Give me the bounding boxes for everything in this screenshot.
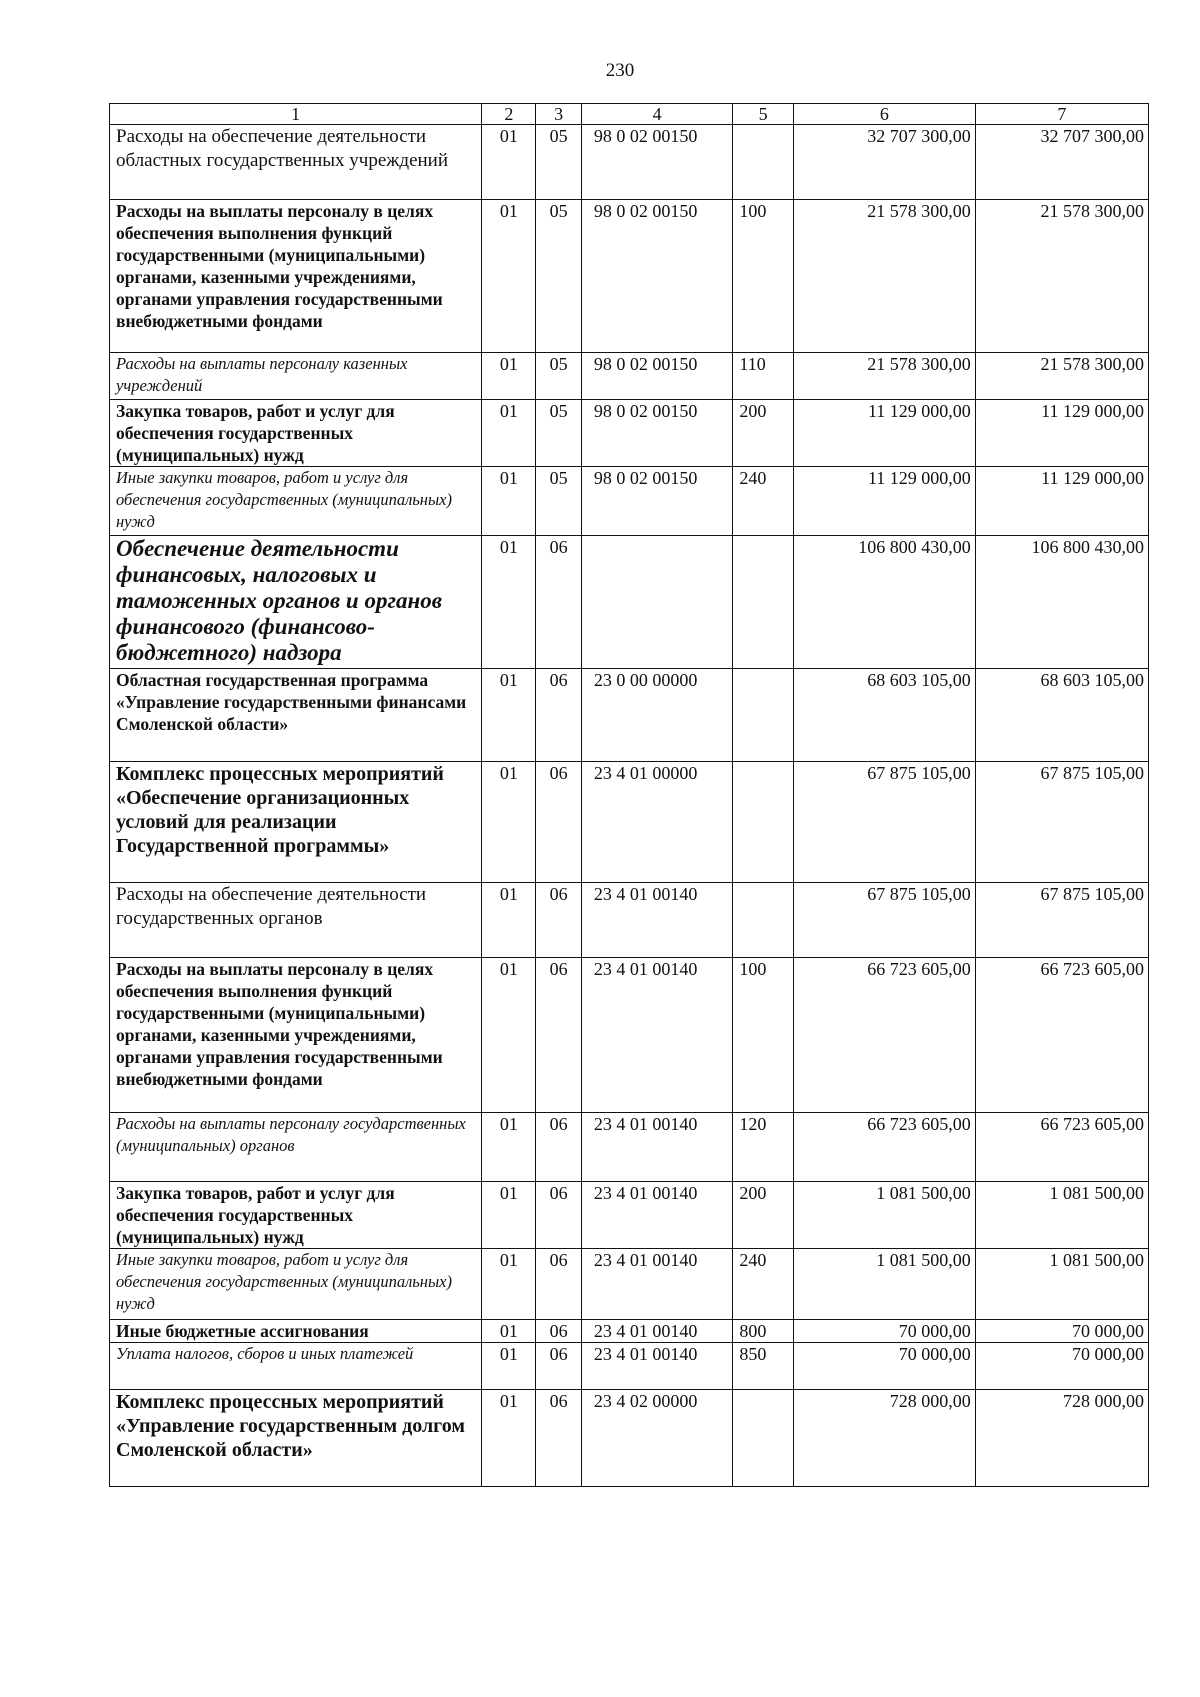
subsection-code-cell: 05	[536, 200, 581, 353]
section-code-cell: 01	[482, 883, 536, 958]
table-row	[110, 536, 1149, 669]
row-name-cell: Обеспечение деятельности финансовых, налоговых и таможенных органов и органов финансового (финансово-бюджетного) надзора	[110, 536, 482, 669]
section-code-cell: 01	[482, 1182, 536, 1249]
amount-col7-cell: 67 875 105,00	[975, 762, 1148, 883]
subsection-code-cell: 06	[536, 762, 581, 883]
row-name-cell: Расходы на обеспечение деятельности государственных органов	[110, 883, 482, 958]
section-code-cell: 01	[482, 125, 536, 200]
table-row	[110, 467, 1149, 536]
subsection-code-cell: 05	[536, 125, 581, 200]
amount-col7-cell: 21 578 300,00	[975, 353, 1148, 400]
row-name-cell: Закупка товаров, работ и услуг для обеспечения государственных (муниципальных) нужд	[110, 1182, 482, 1249]
header-cell-1: 1	[110, 104, 482, 125]
subsection-code-cell: 06	[536, 536, 581, 669]
section-code-cell: 01	[482, 958, 536, 1113]
amount-col6-cell: 11 129 000,00	[793, 467, 975, 536]
subsection-code-cell: 06	[536, 883, 581, 958]
amount-col7-cell: 1 081 500,00	[975, 1249, 1148, 1320]
expense-type-cell: 240	[733, 467, 794, 536]
amount-col7-cell: 68 603 105,00	[975, 669, 1148, 762]
expense-type-cell	[733, 883, 794, 958]
row-name-cell: Расходы на выплаты персоналу в целях обеспечения выполнения функций государственными (муниципальными) органами, казенными учреждениями, органами управления государственными внебюджетными фондами	[110, 200, 482, 353]
subsection-code-cell: 05	[536, 353, 581, 400]
section-code-cell: 01	[482, 669, 536, 762]
table-row	[110, 400, 1149, 467]
subsection-code-cell: 06	[536, 1113, 581, 1182]
section-code-cell: 01	[482, 1343, 536, 1390]
subsection-code-cell: 06	[536, 1320, 581, 1343]
expense-type-cell	[733, 762, 794, 883]
target-article-cell: 23 4 01 00140	[581, 1182, 733, 1249]
expense-type-cell: 120	[733, 1113, 794, 1182]
amount-col6-cell: 70 000,00	[793, 1343, 975, 1390]
table-row	[110, 883, 1149, 958]
amount-col7-cell: 106 800 430,00	[975, 536, 1148, 669]
table-row	[110, 125, 1149, 200]
target-article-cell: 23 4 02 00000	[581, 1390, 733, 1487]
row-name-cell: Комплекс процессных мероприятий «Обеспечение организационных условий для реализации Государственной программы»	[110, 762, 482, 883]
table-row	[110, 958, 1149, 1113]
row-name-cell: Расходы на выплаты персоналу государственных (муниципальных) органов	[110, 1113, 482, 1182]
section-code-cell: 01	[482, 1390, 536, 1487]
amount-col7-cell: 11 129 000,00	[975, 467, 1148, 536]
section-code-cell: 01	[482, 400, 536, 467]
amount-col7-cell: 66 723 605,00	[975, 1113, 1148, 1182]
table-header-row	[110, 104, 1149, 125]
target-article-cell: 23 0 00 00000	[581, 669, 733, 762]
table-row	[110, 1343, 1149, 1390]
header-cell-2: 2	[482, 104, 536, 125]
row-name-cell: Расходы на обеспечение деятельности областных государственных учреждений	[110, 125, 482, 200]
target-article-cell: 23 4 01 00000	[581, 762, 733, 883]
amount-col6-cell: 32 707 300,00	[793, 125, 975, 200]
amount-col6-cell: 67 875 105,00	[793, 883, 975, 958]
row-name-cell: Расходы на выплаты персоналу в целях обеспечения выполнения функций государственными (муниципальными) органами, казенными учреждениями, органами управления государственными внебюджетными фондами	[110, 958, 482, 1113]
header-cell-4: 4	[581, 104, 733, 125]
amount-col6-cell: 66 723 605,00	[793, 958, 975, 1113]
amount-col6-cell: 68 603 105,00	[793, 669, 975, 762]
expense-type-cell: 850	[733, 1343, 794, 1390]
header-cell-6: 6	[793, 104, 975, 125]
row-name-cell: Комплекс процессных мероприятий «Управление государственным долгом Смоленской области»	[110, 1390, 482, 1487]
section-code-cell: 01	[482, 1113, 536, 1182]
target-article-cell: 98 0 02 00150	[581, 200, 733, 353]
subsection-code-cell: 05	[536, 400, 581, 467]
table-row	[110, 1320, 1149, 1343]
table-row	[110, 1249, 1149, 1320]
subsection-code-cell: 05	[536, 467, 581, 536]
subsection-code-cell: 06	[536, 958, 581, 1113]
amount-col7-cell: 11 129 000,00	[975, 400, 1148, 467]
expense-type-cell: 200	[733, 1182, 794, 1249]
amount-col6-cell: 106 800 430,00	[793, 536, 975, 669]
subsection-code-cell: 06	[536, 1249, 581, 1320]
amount-col7-cell: 728 000,00	[975, 1390, 1148, 1487]
table-row	[110, 200, 1149, 353]
amount-col7-cell: 32 707 300,00	[975, 125, 1148, 200]
row-name-cell: Закупка товаров, работ и услуг для обеспечения государственных (муниципальных) нужд	[110, 400, 482, 467]
section-code-cell: 01	[482, 353, 536, 400]
row-name-cell: Иные закупки товаров, работ и услуг для обеспечения государственных (муниципальных) нужд	[110, 1249, 482, 1320]
table-row	[110, 353, 1149, 400]
amount-col7-cell: 67 875 105,00	[975, 883, 1148, 958]
target-article-cell: 98 0 02 00150	[581, 353, 733, 400]
target-article-cell: 98 0 02 00150	[581, 400, 733, 467]
amount-col7-cell: 1 081 500,00	[975, 1182, 1148, 1249]
amount-col6-cell: 11 129 000,00	[793, 400, 975, 467]
target-article-cell: 23 4 01 00140	[581, 1249, 733, 1320]
section-code-cell: 01	[482, 200, 536, 353]
amount-col7-cell: 70 000,00	[975, 1343, 1148, 1390]
row-name-cell: Уплата налогов, сборов и иных платежей	[110, 1343, 482, 1390]
target-article-cell: 23 4 01 00140	[581, 883, 733, 958]
target-article-cell: 23 4 01 00140	[581, 1343, 733, 1390]
expense-type-cell: 800	[733, 1320, 794, 1343]
target-article-cell: 23 4 01 00140	[581, 958, 733, 1113]
row-name-cell: Расходы на выплаты персоналу казенных учреждений	[110, 353, 482, 400]
amount-col6-cell: 21 578 300,00	[793, 353, 975, 400]
amount-col6-cell: 70 000,00	[793, 1320, 975, 1343]
expense-type-cell: 100	[733, 200, 794, 353]
target-article-cell: 98 0 02 00150	[581, 467, 733, 536]
amount-col6-cell: 1 081 500,00	[793, 1182, 975, 1249]
amount-col7-cell: 21 578 300,00	[975, 200, 1148, 353]
subsection-code-cell: 06	[536, 1343, 581, 1390]
expense-type-cell	[733, 1390, 794, 1487]
amount-col6-cell: 67 875 105,00	[793, 762, 975, 883]
amount-col6-cell: 1 081 500,00	[793, 1249, 975, 1320]
expense-type-cell: 100	[733, 958, 794, 1113]
amount-col6-cell: 21 578 300,00	[793, 200, 975, 353]
expense-type-cell	[733, 669, 794, 762]
budget-table	[109, 103, 1149, 1487]
target-article-cell: 23 4 01 00140	[581, 1113, 733, 1182]
row-name-cell: Областная государственная программа «Управление государственными финансами Смоленской области»	[110, 669, 482, 762]
expense-type-cell	[733, 125, 794, 200]
table-row	[110, 1113, 1149, 1182]
expense-type-cell: 110	[733, 353, 794, 400]
section-code-cell: 01	[482, 1249, 536, 1320]
amount-col7-cell: 70 000,00	[975, 1320, 1148, 1343]
table-row	[110, 762, 1149, 883]
amount-col7-cell: 66 723 605,00	[975, 958, 1148, 1113]
table-row	[110, 1182, 1149, 1249]
header-cell-7: 7	[975, 104, 1148, 125]
table-row	[110, 1390, 1149, 1487]
page-number: 230	[605, 60, 635, 81]
target-article-cell: 98 0 02 00150	[581, 125, 733, 200]
amount-col6-cell: 728 000,00	[793, 1390, 975, 1487]
section-code-cell: 01	[482, 536, 536, 669]
expense-type-cell	[733, 536, 794, 669]
subsection-code-cell: 06	[536, 669, 581, 762]
expense-type-cell: 240	[733, 1249, 794, 1320]
amount-col6-cell: 66 723 605,00	[793, 1113, 975, 1182]
subsection-code-cell: 06	[536, 1182, 581, 1249]
section-code-cell: 01	[482, 1320, 536, 1343]
table-row	[110, 669, 1149, 762]
section-code-cell: 01	[482, 467, 536, 536]
target-article-cell: 23 4 01 00140	[581, 1320, 733, 1343]
target-article-cell	[581, 536, 733, 669]
header-cell-3: 3	[536, 104, 581, 125]
header-cell-5: 5	[733, 104, 794, 125]
section-code-cell: 01	[482, 762, 536, 883]
row-name-cell: Иные закупки товаров, работ и услуг для обеспечения государственных (муниципальных) нужд	[110, 467, 482, 536]
subsection-code-cell: 06	[536, 1390, 581, 1487]
expense-type-cell: 200	[733, 400, 794, 467]
row-name-cell: Иные бюджетные ассигнования	[110, 1320, 482, 1343]
